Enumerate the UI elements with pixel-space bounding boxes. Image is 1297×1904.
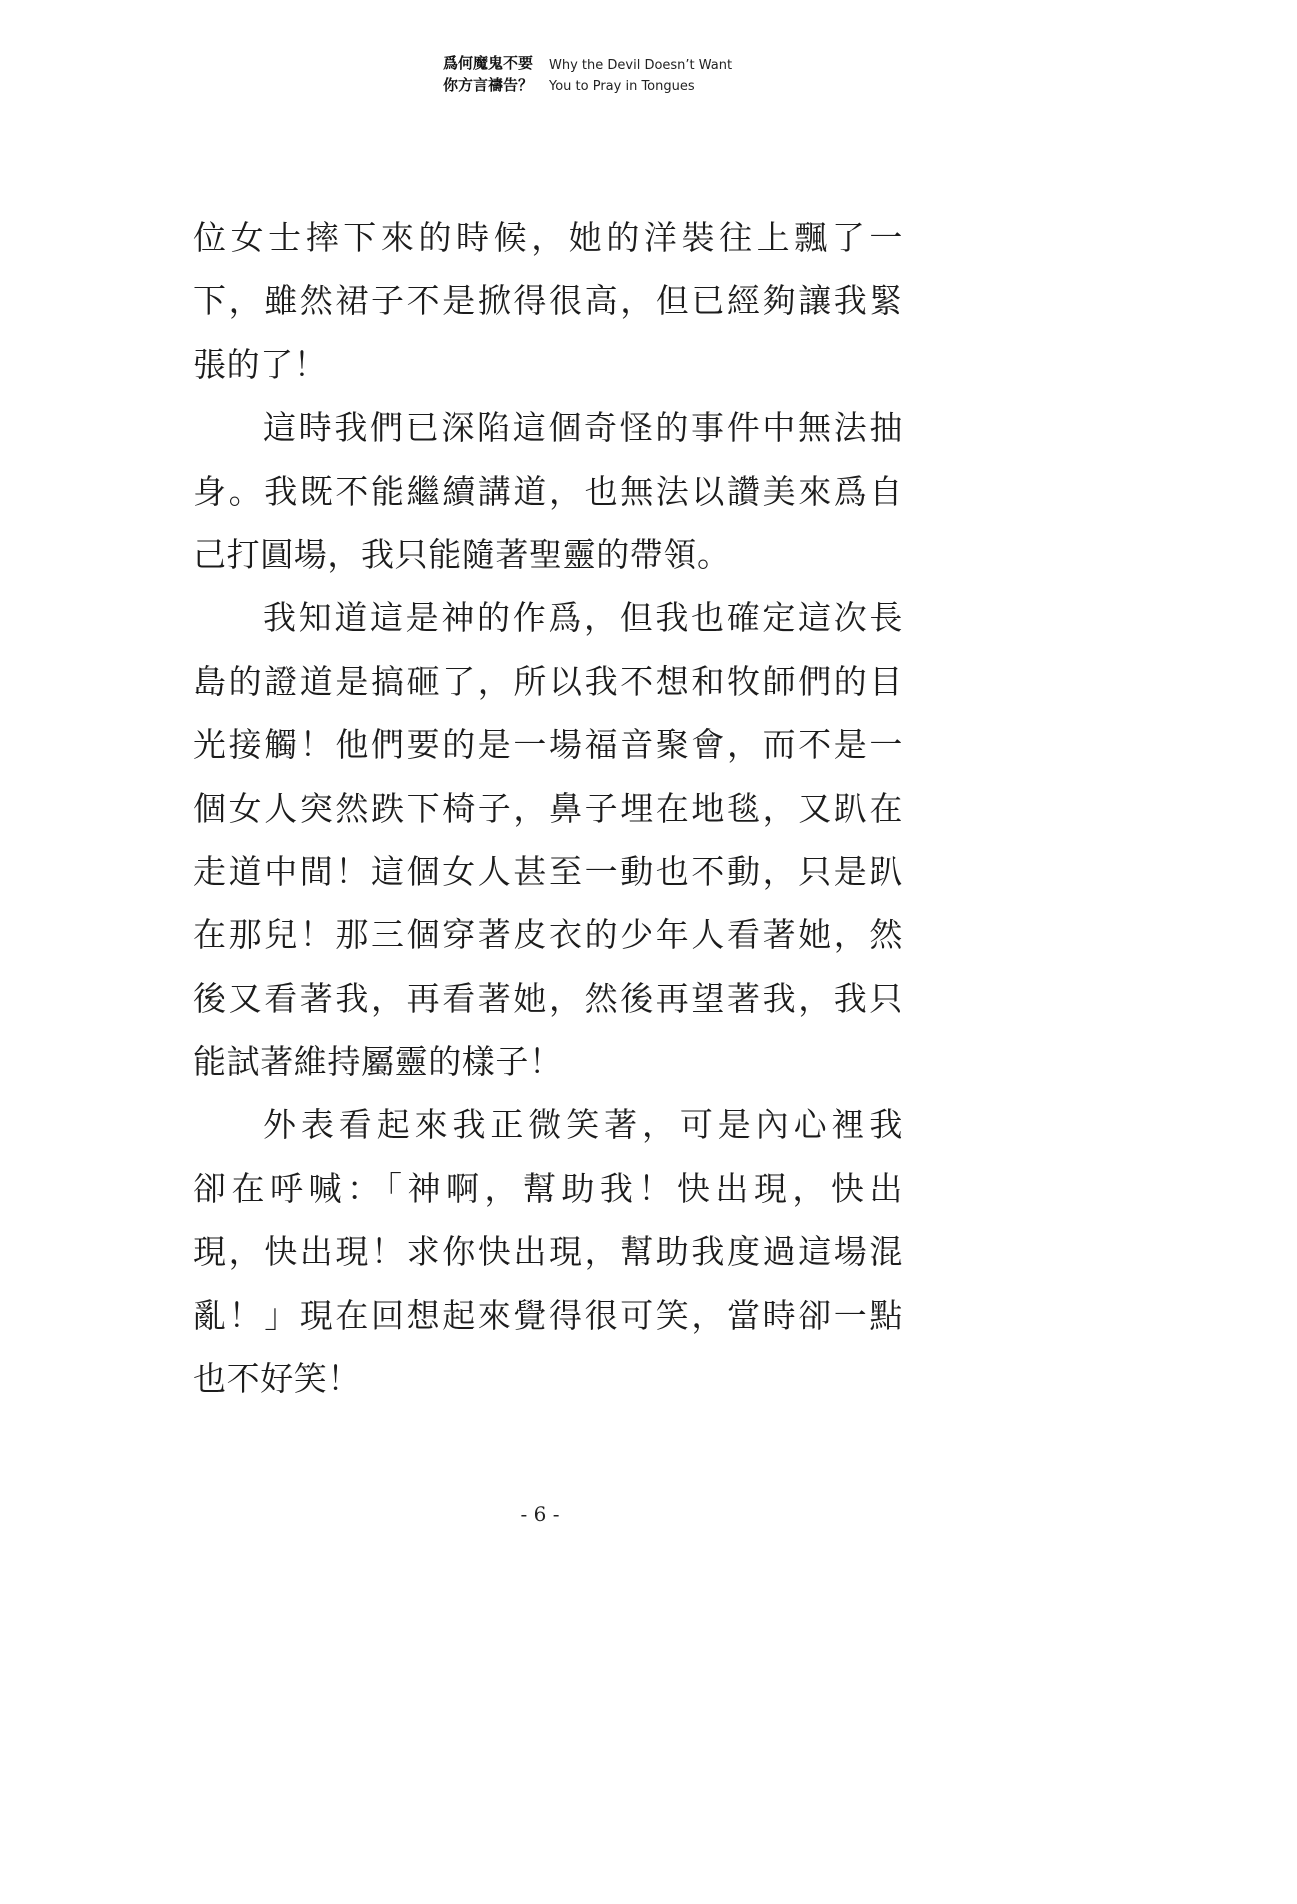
page-number: - 6 - xyxy=(520,1502,560,1526)
text-line: 亂！」現在回想起來覺得很可笑，當時卻一點 xyxy=(193,1295,903,1335)
header-title-english-line-2: You to Pray in Tongues xyxy=(549,79,695,94)
text-line: 卻在呼喊：「神啊，幫助我！快出現，快出 xyxy=(193,1168,903,1208)
text-line: 能試著維持屬靈的樣子！ xyxy=(193,1042,563,1082)
text-line: 下，雖然裙子不是掀得很高，但已經夠讓我緊 xyxy=(193,281,903,321)
header-title-chinese-line-2: 你方言禱告？ xyxy=(442,76,533,94)
text-line: 這時我們已深陷這個奇怪的事件中無法抽 xyxy=(263,408,903,448)
paragraph xyxy=(193,206,903,396)
text-line: 位女士摔下來的時候，她的洋裝往上飄了一 xyxy=(193,218,903,257)
text-line: 己打圓場，我只能隨著聖靈的帶領。 xyxy=(193,534,731,574)
paragraph xyxy=(193,1093,903,1410)
paragraph xyxy=(193,396,903,586)
header-title-english-line-1: Why the Devil Doesn’t Want xyxy=(549,58,733,73)
text-line: 身。我既不能繼續講道，也無法以讚美來爲自 xyxy=(193,471,903,511)
text-line: 外表看起來我正微笑著，可是內心裡我 xyxy=(263,1105,903,1145)
header-title-chinese xyxy=(443,52,533,96)
running-header xyxy=(0,52,1080,102)
text-line: 也不好笑！ xyxy=(193,1359,361,1399)
text-line: 個女人突然跌下椅子，鼻子埋在地毯，又趴在 xyxy=(193,788,903,828)
text-line: 光接觸！他們要的是一場福音聚會，而不是一 xyxy=(193,725,903,765)
header-title-english xyxy=(549,55,732,97)
text-line: 後又看著我，再看著她，然後再望著我，我只 xyxy=(193,978,903,1018)
body-text xyxy=(193,206,903,1410)
text-line: 我知道這是神的作爲，但我也確定這次長 xyxy=(263,598,903,638)
text-line: 現，快出現！求你快出現，幫助我度過這場混 xyxy=(193,1232,903,1272)
text-line: 在那兒！那三個穿著皮衣的少年人看著她，然 xyxy=(193,915,903,955)
text-line: 島的證道是搞砸了，所以我不想和牧師們的目 xyxy=(193,661,903,701)
text-line: 張的了！ xyxy=(193,344,328,384)
text-line: 走道中間！這個女人甚至一動也不動，只是趴 xyxy=(193,851,903,891)
header-title-chinese-line-1: 爲何魔鬼不要 xyxy=(442,54,533,72)
paragraph xyxy=(193,586,903,1093)
